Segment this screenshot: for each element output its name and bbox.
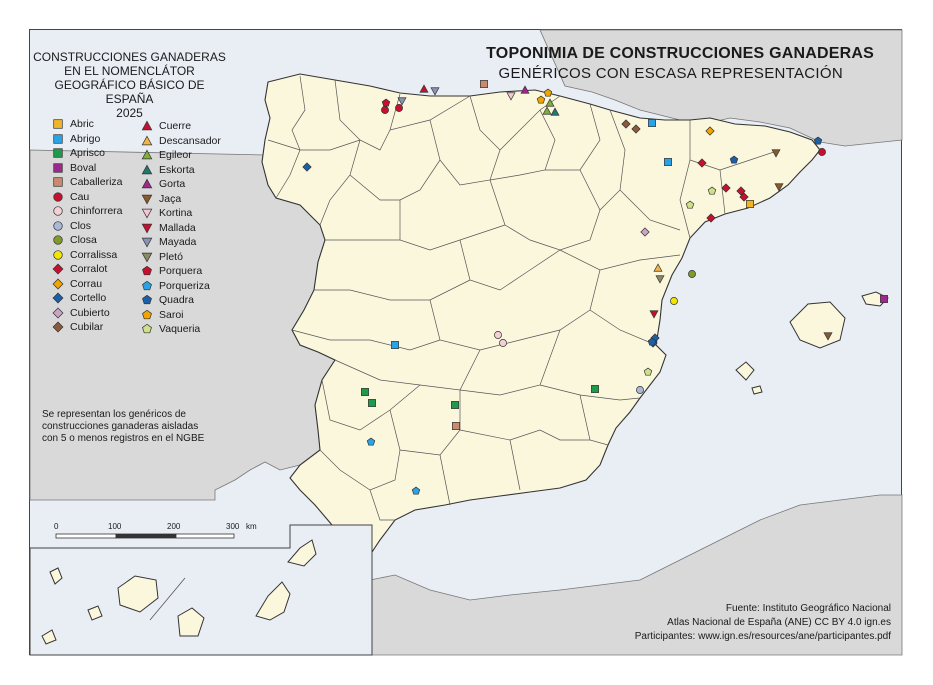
map-symbol-closa <box>688 270 695 277</box>
legend-title <box>32 50 227 120</box>
legend-item-boval <box>52 161 123 176</box>
map-title: TOPONIMIA DE CONSTRUCCIONES GANADERAS <box>486 45 874 62</box>
legend-item-label: Quadra <box>159 294 195 307</box>
map-symbol-caballeriza <box>480 80 487 87</box>
triangle-up-symbol-icon <box>141 135 153 147</box>
map-symbol-cau <box>818 148 825 155</box>
legend-item-cubierto <box>52 306 123 321</box>
map-symbol-boval <box>880 295 887 302</box>
map-symbol-chinforrera <box>499 339 506 346</box>
legend-item-aprisco <box>52 146 123 161</box>
legend-item-label: Cubierto <box>70 306 110 319</box>
legend-item-label: Chinforrera <box>70 205 123 218</box>
mallorca <box>790 302 845 348</box>
legend-item-label: Descansador <box>159 134 221 147</box>
spain-mainland <box>262 74 820 560</box>
legend-item-pletó <box>141 250 221 265</box>
scale-unit: km <box>246 522 257 531</box>
map-symbol-cuerre <box>420 85 428 92</box>
map-symbol-aprisco <box>361 388 368 395</box>
legend-item-corralot <box>52 262 123 277</box>
legend-title-line: EN EL NOMENCLÁTOR <box>64 64 195 78</box>
map-symbol-aprisco <box>451 401 458 408</box>
note-line: construcciones ganaderas aisladas <box>42 421 199 432</box>
map-symbol-gorta <box>521 86 529 93</box>
legend-column-1 <box>52 117 123 335</box>
legend-item-vaqueria <box>141 322 221 337</box>
legend-item-cortello <box>52 291 123 306</box>
triangle-down-symbol-icon <box>141 193 153 205</box>
diamond-symbol-icon <box>52 307 64 319</box>
legend-item-label: Corralot <box>70 263 108 276</box>
legend-item-label: Clos <box>70 219 92 232</box>
canary-inset <box>30 525 372 655</box>
triangle-up-symbol-icon <box>141 120 153 132</box>
note-line: Se representan los genéricos de <box>42 409 186 420</box>
map-symbol-caballeriza <box>452 422 459 429</box>
pentagon-symbol-icon <box>141 280 153 292</box>
legend-item-label: Cortello <box>70 292 107 305</box>
legend-item-label: Pletó <box>159 250 183 263</box>
map-symbol-mayada <box>431 88 439 95</box>
map-symbol-aprisco <box>591 385 598 392</box>
legend-item-label: Cau <box>70 190 90 203</box>
square-symbol-icon <box>52 133 64 145</box>
legend-title-year: 2025 <box>116 106 143 120</box>
square-symbol-icon <box>52 176 64 188</box>
circle-symbol-icon <box>52 234 64 246</box>
legend-column-2 <box>141 119 221 337</box>
square-symbol-icon <box>52 147 64 159</box>
map-symbol-clos <box>636 386 643 393</box>
legend-item-descansador <box>141 134 221 149</box>
triangle-down-symbol-icon <box>141 236 153 248</box>
legend-item-abric <box>52 117 123 132</box>
legend-item-cubilar <box>52 320 123 335</box>
map-symbol-cau <box>395 104 402 111</box>
legend-item-label: Corrau <box>70 277 103 290</box>
scale-tick-label: 200 <box>167 522 181 531</box>
triangle-down-symbol-icon <box>141 251 153 263</box>
legend-item-mallada <box>141 221 221 236</box>
legend-item-label: Mayada <box>159 236 197 249</box>
legend-item-label: Closa <box>70 234 97 247</box>
legend-item-label: Corralissa <box>70 248 118 261</box>
legend-item-corralissa <box>52 248 123 263</box>
scale-tick-label: 0 <box>54 522 59 531</box>
legend-item-abrigo <box>52 132 123 147</box>
legend-item-caballeriza <box>52 175 123 190</box>
scale-tick-label: 300 <box>226 522 240 531</box>
circle-symbol-icon <box>52 249 64 261</box>
legend-item-quadra <box>141 293 221 308</box>
triangle-up-symbol-icon <box>141 149 153 161</box>
ibiza <box>736 362 754 380</box>
legend-item-label: Jaça <box>159 192 182 205</box>
legend-item-jaça <box>141 192 221 207</box>
source-line: Fuente: Instituto Geográfico Nacional <box>725 603 891 614</box>
legend-item-label: Cubilar <box>70 321 104 334</box>
legend-item-label: Mallada <box>159 221 196 234</box>
legend-item-label: Abrigo <box>70 132 101 145</box>
legend-item-closa <box>52 233 123 248</box>
map-symbol-abric <box>746 200 753 207</box>
legend-item-label: Porqueriza <box>159 279 210 292</box>
legend-item-label: Cuerre <box>159 120 192 133</box>
legend-item-label: Caballeriza <box>70 176 123 189</box>
legend-item-label: Porquera <box>159 265 203 278</box>
pentagon-symbol-icon <box>141 294 153 306</box>
legend-item-egileor <box>141 148 221 163</box>
map-subtitle: GENÉRICOS CON ESCASA REPRESENTACIÓN <box>498 65 843 82</box>
map-symbol-abrigo <box>648 119 655 126</box>
square-symbol-icon <box>52 118 64 130</box>
map-symbol-chinforrera <box>494 331 501 338</box>
legend-item-label: Egileor <box>159 149 192 162</box>
legend-item-label: Saroi <box>159 308 184 321</box>
legend-item-kortina <box>141 206 221 221</box>
legend-item-label: Gorta <box>159 178 186 191</box>
balearic-islands <box>736 292 888 394</box>
note-line: con 5 o menos registros en el NGBE <box>42 433 205 444</box>
square-symbol-icon <box>52 162 64 174</box>
diamond-symbol-icon <box>52 278 64 290</box>
source-credits <box>635 603 891 645</box>
pentagon-symbol-icon <box>141 265 153 277</box>
circle-symbol-icon <box>52 220 64 232</box>
pentagon-symbol-icon <box>141 309 153 321</box>
legend-item-porquera <box>141 264 221 279</box>
legend-title-line: CONSTRUCCIONES GANADERAS <box>33 50 226 64</box>
triangle-up-symbol-icon <box>141 178 153 190</box>
legend-item-saroi <box>141 308 221 323</box>
legend-item-label: Eskorta <box>159 163 195 176</box>
map-symbol-abrigo <box>664 158 671 165</box>
map-symbol-saroi <box>544 89 552 96</box>
canary-inset-frame <box>30 525 372 655</box>
map-symbol-aprisco <box>368 399 375 406</box>
legend-item-gorta <box>141 177 221 192</box>
map-symbol-abrigo <box>391 341 398 348</box>
diamond-symbol-icon <box>52 263 64 275</box>
legend-item-chinforrera <box>52 204 123 219</box>
pentagon-symbol-icon <box>141 323 153 335</box>
formentera <box>752 386 762 394</box>
diamond-symbol-icon <box>52 292 64 304</box>
circle-symbol-icon <box>52 191 64 203</box>
diamond-symbol-icon <box>52 321 64 333</box>
legend-item-mayada <box>141 235 221 250</box>
legend-item-label: Boval <box>70 161 97 174</box>
scale-bar <box>56 534 234 538</box>
legend-item-corrau <box>52 277 123 292</box>
triangle-down-symbol-icon <box>141 207 153 219</box>
map-symbol-corralissa <box>670 297 677 304</box>
scale-tick-label: 100 <box>108 522 122 531</box>
legend-title-line: GEOGRÁFICO BÁSICO DE ESPAÑA <box>54 78 205 106</box>
legend-item-eskorta <box>141 163 221 178</box>
triangle-down-symbol-icon <box>141 222 153 234</box>
legend-item-cau <box>52 190 123 205</box>
legend-item-porqueriza <box>141 279 221 294</box>
legend-note <box>42 409 232 445</box>
license-line: Atlas Nacional de España (ANE) CC BY 4.0 ign.es <box>667 617 891 628</box>
participants-line: Participantes: www.ign.es/resources/ane/participantes.pdf <box>634 631 891 642</box>
map-symbol-cau <box>381 106 388 113</box>
triangle-up-symbol-icon <box>141 164 153 176</box>
legend-item-label: Vaqueria <box>159 323 201 336</box>
legend-item-label: Aprisco <box>70 147 106 160</box>
legend-item-clos <box>52 219 123 234</box>
legend-item-label: Abric <box>70 118 94 131</box>
legend-item-label: Kortina <box>159 207 193 220</box>
circle-symbol-icon <box>52 205 64 217</box>
legend-item-cuerre <box>141 119 221 134</box>
